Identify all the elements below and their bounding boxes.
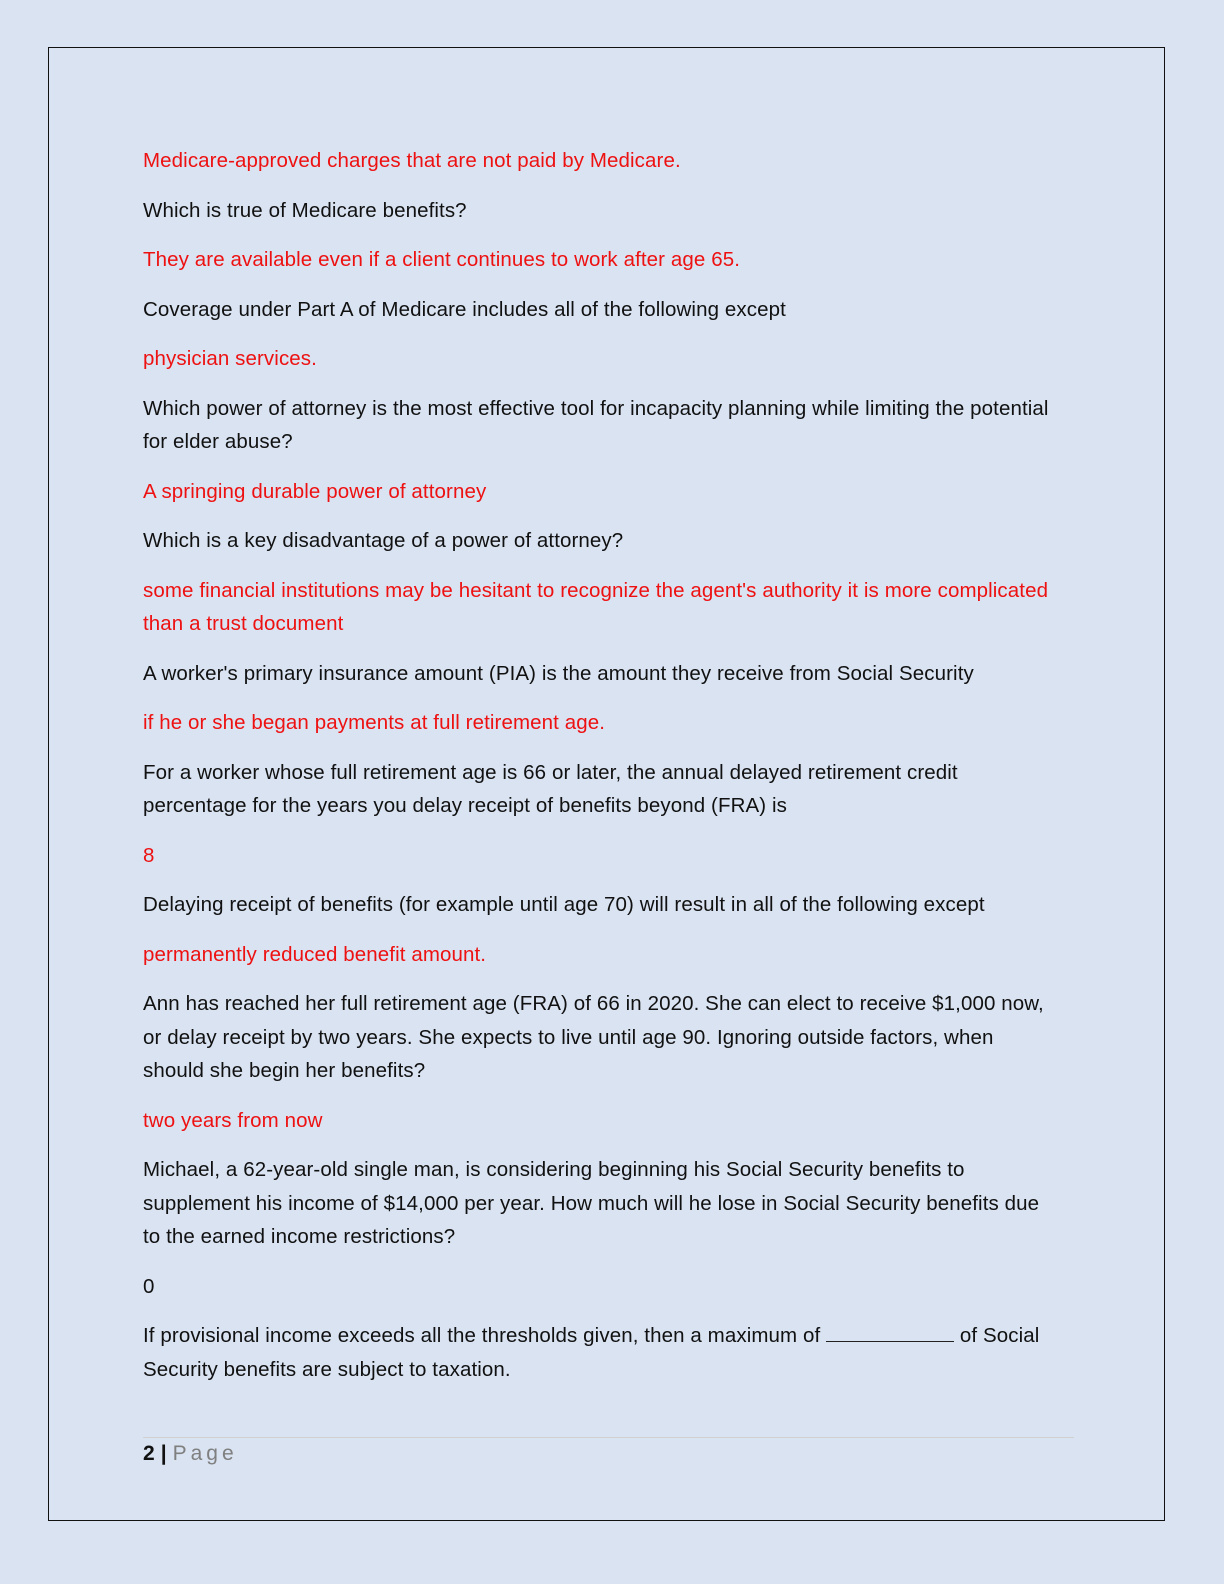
answer-blank <box>826 1321 954 1342</box>
final-question <box>143 1319 1058 1386</box>
question-text: Ann has reached her full retirement age (FRA) of 66 in 2020. She can elect to receive $1,000 now, or delay receipt by two years. She expects to live until age 90. Ignoring outside factors, when should she begin her benefits? <box>143 992 1044 1082</box>
page-footer <box>143 1440 238 1468</box>
page-label: Page <box>172 1442 238 1465</box>
question-text: Coverage under Part A of Medicare includes all of the following except <box>143 297 786 321</box>
page-number: 2 <box>143 1442 155 1465</box>
document-body <box>143 144 1058 1402</box>
question-text: Which is true of Medicare benefits? <box>143 198 467 222</box>
answer-text: some financial institutions may be hesitant to recognize the agent's authority it is more complicated than a trust document <box>143 578 1049 635</box>
answer-text: They are available even if a client continues to work after age 65. <box>143 248 740 271</box>
answer-text: if he or she began payments at full retirement age. <box>143 711 606 734</box>
question-text: Delaying receipt of benefits (for example until age 70) will result in all of the following except <box>143 893 985 916</box>
footer-rule <box>143 1437 1074 1438</box>
question-text: 0 <box>143 1274 155 1298</box>
question-text: Which is a key disadvantage of a power of attorney? <box>143 529 624 552</box>
answer-text: permanently reduced benefit amount. <box>143 942 487 966</box>
final-question-after: of Social Security benefits are subject to taxation. <box>143 1324 1040 1381</box>
footer-separator: | <box>160 1442 167 1465</box>
question-text: Which power of attorney is the most effective tool for incapacity planning while limiting the potential for elder abuse? <box>143 396 1049 453</box>
final-question-before: If provisional income exceeds all the thresholds given, then a maximum of <box>143 1324 827 1347</box>
question-text: Michael, a 62-year-old single man, is considering beginning his Social Security benefits to supplement his income of $14,000 per year. How much will he lose in Social Security benefits due to the earned income restrictions? <box>143 1158 1040 1248</box>
answer-text: 8 <box>143 843 155 867</box>
answer-text: physician services. <box>143 347 317 370</box>
answer-text: two years from now <box>143 1108 323 1132</box>
question-text: A worker's primary insurance amount (PIA) is the amount they receive from Social Security <box>143 661 974 685</box>
answer-text: Medicare-approved charges that are not paid by Medicare. <box>143 149 681 172</box>
question-text: For a worker whose full retirement age is 66 or later, the annual delayed retirement credit percentage for the years you delay receipt of benefits beyond (FRA) is <box>143 760 958 817</box>
answer-text: A springing durable power of attorney <box>143 479 487 503</box>
